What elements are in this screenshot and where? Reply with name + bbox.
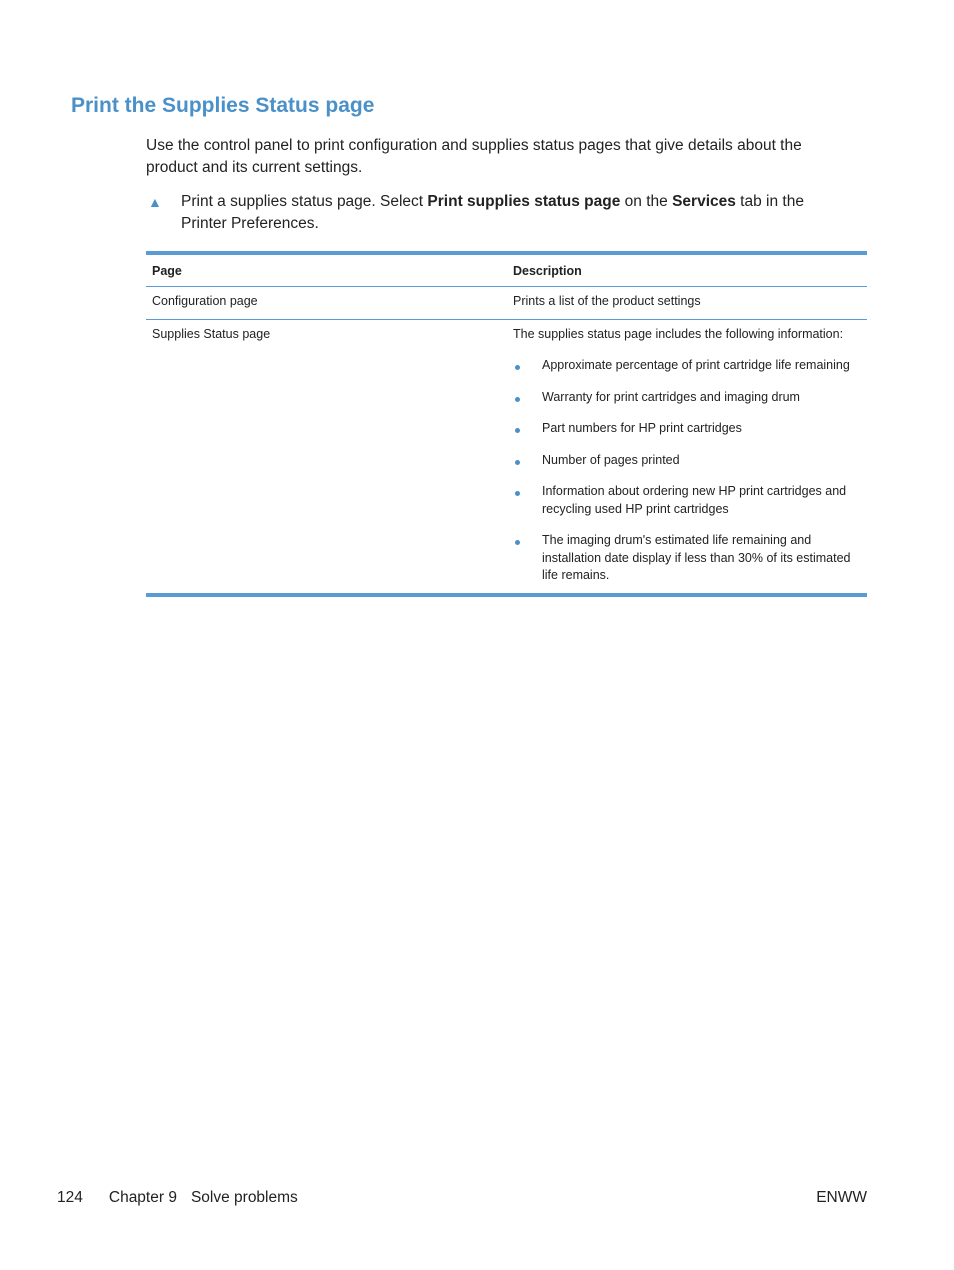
table-header-row [146, 253, 867, 287]
list-item-text: Warranty for print cartridges and imaging drum [542, 389, 800, 404]
column-header-description: Description [507, 253, 867, 287]
table-row [146, 319, 867, 595]
cell-description: Prints a list of the product settings [507, 287, 867, 320]
column-header-page: Page [146, 253, 507, 287]
supplies-pages-table [146, 251, 867, 597]
list-item-text: The imaging drum's estimated life remaining and installation date display if less than 30% of its estimated life remains. [542, 533, 851, 582]
bullet-dot-icon [515, 397, 520, 402]
page-footer-left [57, 1189, 324, 1207]
description-lead: The supplies status page includes the following information: [513, 326, 844, 341]
list-item [513, 389, 861, 407]
page-footer-right: ENWW [816, 1189, 867, 1206]
cell-page: Configuration page [146, 287, 507, 320]
step-bold-tab: Services [672, 193, 736, 210]
bullet-dot-icon [515, 428, 520, 433]
list-item-text: Number of pages printed [542, 452, 680, 467]
step-bold-command: Print supplies status page [427, 193, 621, 210]
chapter-title: Solve problems [190, 1189, 298, 1206]
page-title: Print the Supplies Status page [71, 94, 375, 117]
list-item [513, 483, 861, 518]
table-row [146, 287, 867, 320]
bullet-dot-icon [515, 540, 520, 545]
bullet-dot-icon [515, 365, 520, 370]
procedure-step [146, 191, 866, 234]
list-item [513, 357, 861, 375]
step-prefix: Print a supplies status page. Select [181, 193, 428, 210]
bullet-dot-icon [515, 491, 520, 496]
cell-page: Supplies Status page [152, 326, 271, 341]
step-suffix: tab in the Printer Preferences. [181, 193, 804, 232]
list-item [513, 532, 861, 585]
step-mid: on the [620, 193, 673, 210]
step-text [181, 191, 846, 234]
list-item-text: Approximate percentage of print cartridge life remaining [542, 358, 850, 372]
bullet-dot-icon [515, 460, 520, 465]
intro-paragraph: Use the control panel to print configuration and supplies status pages that give details about the product and its current settings. [146, 137, 802, 176]
list-item-text: Part numbers for HP print cartridges [542, 421, 742, 435]
list-item [513, 452, 861, 470]
chapter-label: Chapter 9 [108, 1189, 177, 1206]
list-item-text: Information about ordering new HP print cartridges and recycling used HP print cartridges [542, 484, 847, 516]
list-item [513, 420, 861, 438]
cell-description [507, 319, 867, 595]
triangle-bullet-icon: ▲ [148, 194, 162, 210]
info-list [513, 357, 861, 585]
page-number: 124 [57, 1189, 83, 1206]
